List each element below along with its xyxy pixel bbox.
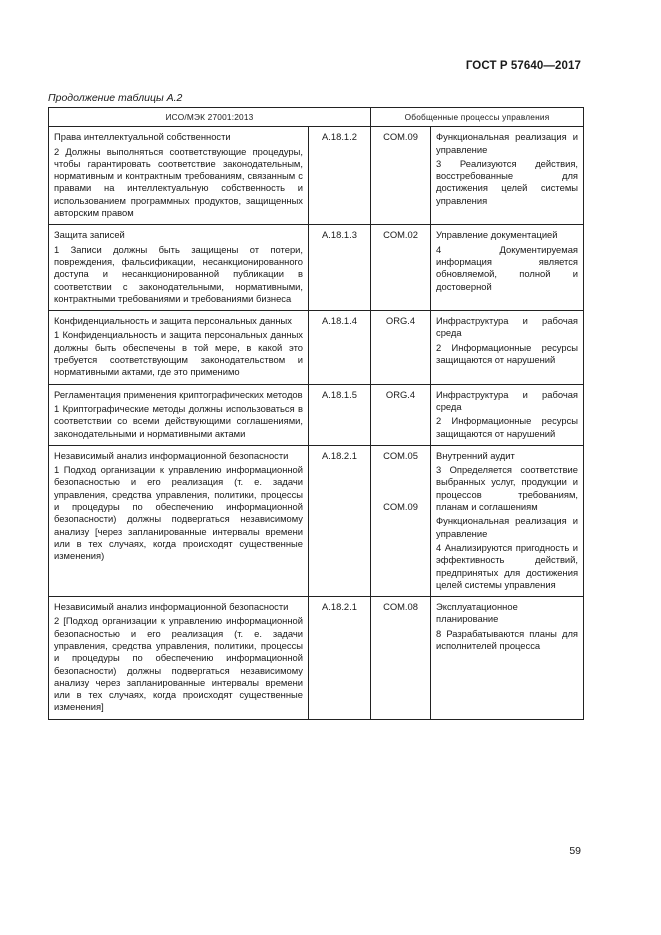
process-text: 2 Информационные ресурсы защищаются от нарушений: [436, 341, 579, 366]
column-header-iso: ИСО/МЭК 27001:2013: [49, 108, 371, 127]
requirement-text: 2 Должны выполняться соответствующие процедуры, чтобы гарантировать соответствие законодательным, нормативным и контрактным требованиям, связанным с правами на интеллектуальную собственность и использованием программных продуктов, защищенных авторским правом: [54, 145, 303, 219]
process-code: ORG.4: [371, 384, 431, 445]
process-text: 3 Реализуются действия, восстребованные для достижения целей системы управления: [436, 157, 579, 206]
requirement-text: 2 [Подход организации к управлению информационной безопасностью и его реализация (т. е. задачи управления, средства управления, политики, процессы и процедуры по обеспечению информационной безопасности) должны подвергаться независимому анализу через запланированные интервалы времени или в тех случаях, когда происходят существенные изменения]: [54, 615, 303, 713]
process-title: Инфраструктура и рабочая среда: [436, 315, 579, 339]
standard-code: ГОСТ Р 57640—2017: [465, 60, 581, 72]
control-ref: А.18.1.2: [309, 127, 371, 225]
process-cell: [431, 311, 584, 384]
requirement-title: Независимый анализ информационной безопасности: [54, 449, 289, 461]
process-cell: [431, 384, 584, 445]
control-ref: А.18.2.1: [309, 597, 371, 720]
requirement-text: 1 Подход организации к управлению информационной безопасностью и его реализация (т. е. задачи управления, средства управления, политики, процессы и процедуры по обеспечению информационной безопасности) должны подвергаться независимому анализу [через запланированные интервалы времени или в тех случаях, когда происходят существенные изменения): [54, 464, 303, 562]
requirement-title: Регламентация применения криптографических методов: [54, 388, 303, 400]
requirement-cell: [49, 445, 309, 596]
process-code: COM.08: [371, 597, 431, 720]
process-code-secondary: COM.09: [383, 501, 418, 513]
requirement-title: Независимый анализ информационной безопасности: [54, 601, 289, 613]
table-row: [49, 445, 584, 596]
requirement-title: Конфиденциальность и защита персональных данных: [54, 315, 292, 327]
process-cell: [431, 597, 584, 720]
requirement-text: 1 Записи должны быть защищены от потери, повреждения, фальсификации, несанкционированного доступа и несанкционированной публикации в соответствии с законодательными, нормативными, контрактными требованиями и требованиями бизнеса: [54, 243, 303, 304]
table-header-row: [49, 108, 584, 127]
control-ref: А.18.1.5: [309, 384, 371, 445]
process-title: Управление документацией: [436, 229, 558, 241]
requirement-text: 1 Конфиденциальность и защита персональных данных должны быть обеспечены в той мере, в какой это требуется соответствующим законодательством и нормативными актами, где это применимо: [54, 329, 303, 378]
process-text: 2 Информационные ресурсы защищаются от нарушений: [436, 415, 579, 439]
mapping-table: [48, 107, 584, 720]
page-number: 59: [569, 845, 581, 857]
process-text: 3 Определяется соответствие выбранных услуг, продукции и процессов требованиям, планам и соглашениям: [436, 464, 579, 513]
process-title: Внутренний аудит: [436, 449, 515, 461]
requirement-cell: [49, 597, 309, 720]
process-text: 4 Документируемая информация является обновляемой, полной и достоверной: [436, 243, 579, 292]
requirement-title: Права интеллектуальной собственности: [54, 131, 231, 143]
table-row: [49, 225, 584, 311]
table-row: [49, 127, 584, 225]
process-text-secondary: 4 Анализируются пригодность и эффективность действий, предпринятых для достижения целей системы управления: [436, 541, 579, 590]
process-code: COM.05: [383, 449, 418, 461]
process-code: ORG.4: [371, 311, 431, 384]
process-cell: [431, 225, 584, 311]
process-title: Эксплуатационное планирование: [436, 601, 518, 625]
process-title-secondary: Функциональная реализация и управление: [436, 515, 579, 539]
process-cell: [431, 445, 584, 596]
table-row: [49, 311, 584, 384]
process-title: Инфраструктура и рабочая среда: [436, 388, 579, 412]
requirement-cell: [49, 311, 309, 384]
process-code-cell: [371, 445, 431, 596]
control-ref: А.18.1.3: [309, 225, 371, 311]
requirement-cell: [49, 225, 309, 311]
process-cell: [431, 127, 584, 225]
control-ref: А.18.1.4: [309, 311, 371, 384]
requirement-title: Защита записей: [54, 229, 125, 241]
table-caption: Продолжение таблицы А.2: [48, 92, 183, 104]
process-title: Функциональная реализация и управление: [436, 131, 579, 155]
table-row: [49, 597, 584, 720]
requirement-cell: [49, 127, 309, 225]
table-row: [49, 384, 584, 445]
process-code: COM.02: [371, 225, 431, 311]
control-ref: А.18.2.1: [309, 445, 371, 596]
column-header-processes: Обобщенные процессы управления: [371, 108, 584, 127]
process-text: 8 Разрабатываются планы для исполнителей процесса: [436, 627, 579, 651]
requirement-cell: [49, 384, 309, 445]
requirement-text: 1 Криптографические методы должны использоваться в соответствии со всеми действующими соглашениями, законодательными и нормативными актами: [54, 402, 303, 439]
process-code: COM.09: [371, 127, 431, 225]
